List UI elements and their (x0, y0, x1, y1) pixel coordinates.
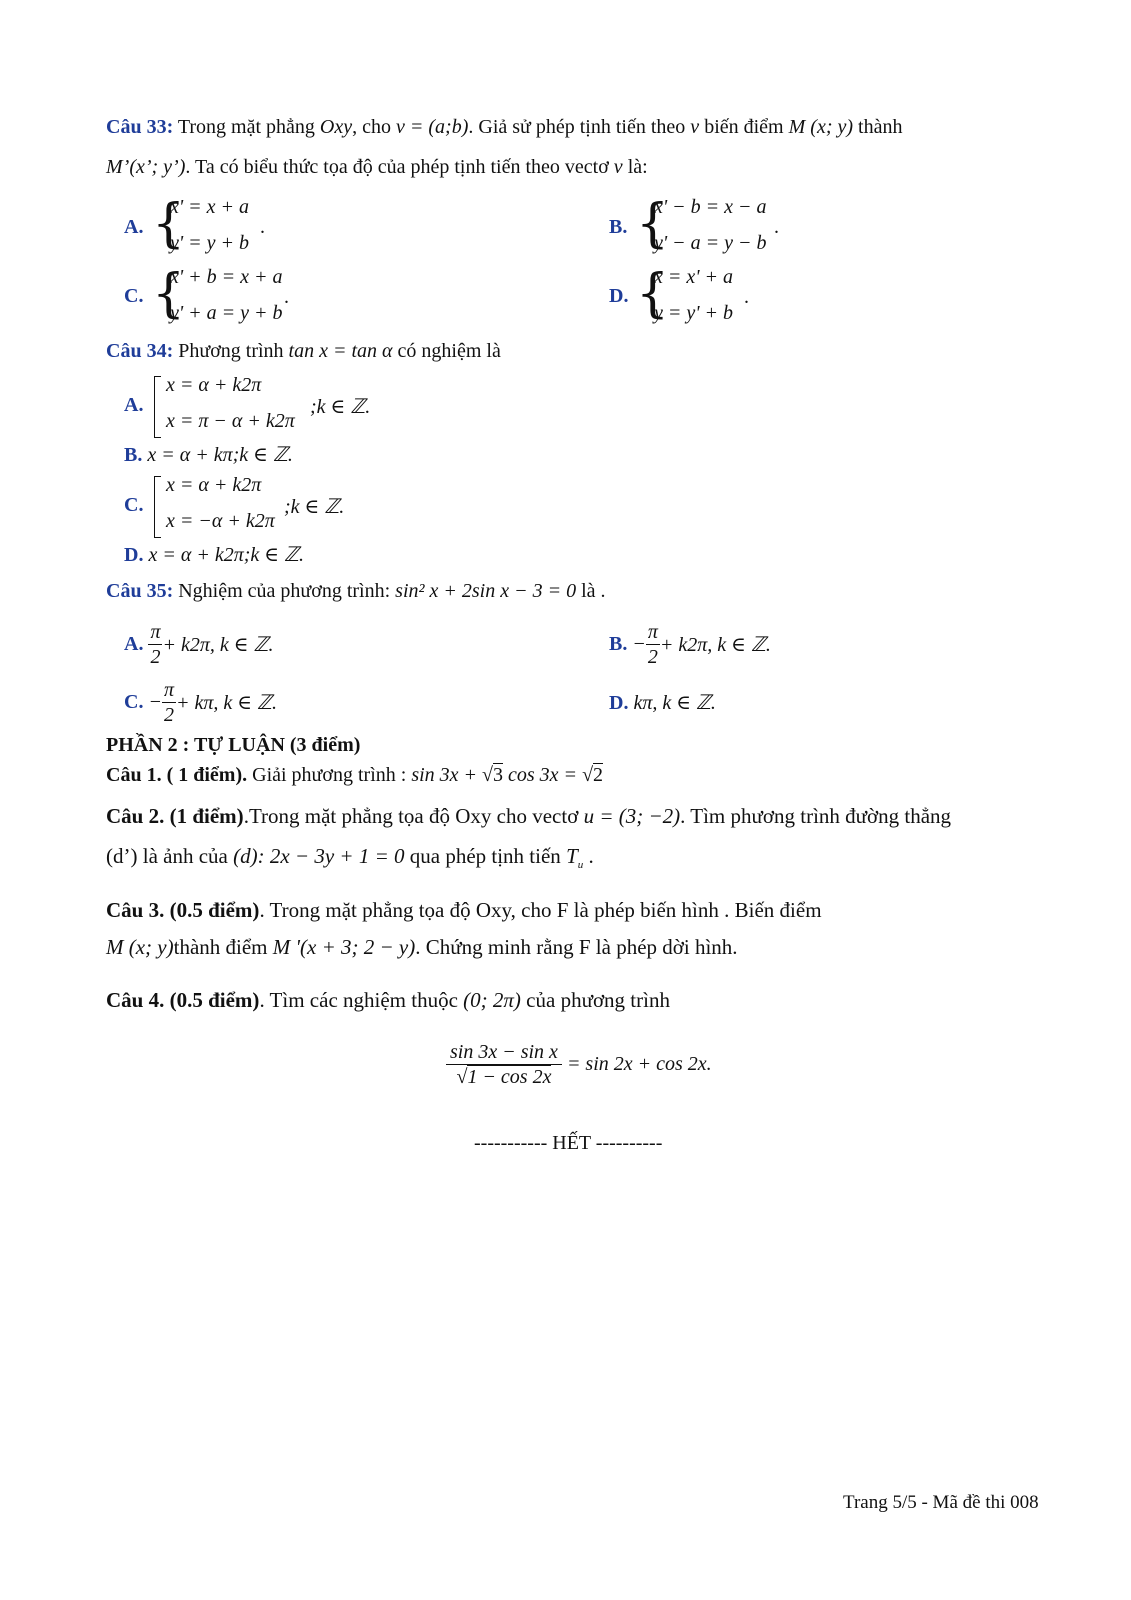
q33-option-c-letter: C. (124, 285, 144, 307)
q34-label: Câu 34: (106, 340, 174, 362)
q33-option-a-letter: A. (124, 216, 144, 238)
sqrt-symbol: √ (482, 764, 494, 786)
vector-v: v = (a;b) (396, 116, 469, 138)
q34-line: Câu 34: Phương trình tan x = tan α có nghiệm là (106, 340, 501, 362)
essay-q2-line1: Câu 2. (1 điểm).Trong mặt phẳng tọa độ Oxy cho vectơ u = (3; −2). Tìm phương trình đường thẳng (106, 804, 952, 828)
q34-option-a-letter: A. (124, 394, 144, 416)
q33-line1: Câu 33: Trong mặt phẳng Oxy, cho v = (a;b). Giả sử phép tịnh tiến theo v biến điểm M (x; y) thành (106, 116, 903, 138)
q35-line: Câu 35: Nghiệm của phương trình: sin² x + 2sin x − 3 = 0 là . (106, 580, 606, 602)
fraction: $\frac{\pi}{2}$ (163, 679, 174, 726)
fraction: $\frac{\pi}{2}$ (647, 621, 658, 668)
q34-option-c-letter: C. (124, 494, 144, 516)
fraction: $\frac{\text{sin 3x − sin x}}{√1 - \cos 2x}$ (446, 1040, 562, 1089)
q33-option-b-letter: B. (609, 216, 628, 238)
sqrt-symbol: √ (456, 1066, 468, 1088)
essay-q2-line2: (d’) là ảnh của (d): 2x − 3y + 1 = 0 qua phép tịnh tiến $T_u$ . (106, 844, 594, 872)
end-mark: ----------- HẾT ---------- (474, 1132, 663, 1154)
essay-q1: Câu 1. ( 1 điểm). Giải phương trình : sin 3x + √3 cos 3x = √2 (106, 764, 604, 786)
fraction: $\frac{\pi}{2}$ (150, 621, 161, 668)
essay-q4-line1: Câu 4. (0.5 điểm). Tìm các nghiệm thuộc (0; 2π) của phương trình (106, 988, 670, 1012)
q34-option-d: D. x = α + k2π;k ∈ ℤ. (124, 544, 304, 566)
q33-option-d-letter: D. (609, 285, 629, 307)
q33-label: Câu 33: (106, 116, 174, 138)
page-footer: Trang 5/5 - Mã đề thi 008 (843, 1492, 1039, 1513)
essay-q3-line2: M (x; y)thành điểm M '(x + 3; 2 − y). Chứng minh rằng F là phép dời hình. (106, 935, 738, 959)
essay-q4-equation: $\frac{\text{sin 3x − sin x}}{√1 - \cos 2x}$ = sin 2x + cos 2x. (446, 1040, 712, 1089)
q35-option-a: A. $\frac{\pi}{2}$ + k2π, k ∈ ℤ. (124, 621, 274, 668)
q35-option-b: B. − $\frac{\pi}{2}$ + k2π, k ∈ ℤ. (609, 621, 771, 668)
q33-line2: M’(x’; y’). Ta có biểu thức tọa độ của phép tịnh tiến theo vectơ v là: (106, 156, 648, 178)
q34-option-b: B. x = α + kπ;k ∈ ℤ. (124, 444, 293, 466)
q35-option-d: D. kπ, k ∈ ℤ. (609, 692, 716, 714)
q35-label: Câu 35: (106, 580, 174, 602)
q35-option-c: C. − $\frac{\pi}{2}$ + kπ, k ∈ ℤ. (124, 679, 277, 726)
part2-heading: PHẦN 2 : TỰ LUẬN (3 điểm) (106, 734, 361, 756)
essay-q3-line1: Câu 3. (0.5 điểm). Trong mặt phẳng tọa độ Oxy, cho F là phép biến hình . Biến điểm (106, 898, 822, 922)
sqrt-symbol: √ (582, 764, 594, 786)
